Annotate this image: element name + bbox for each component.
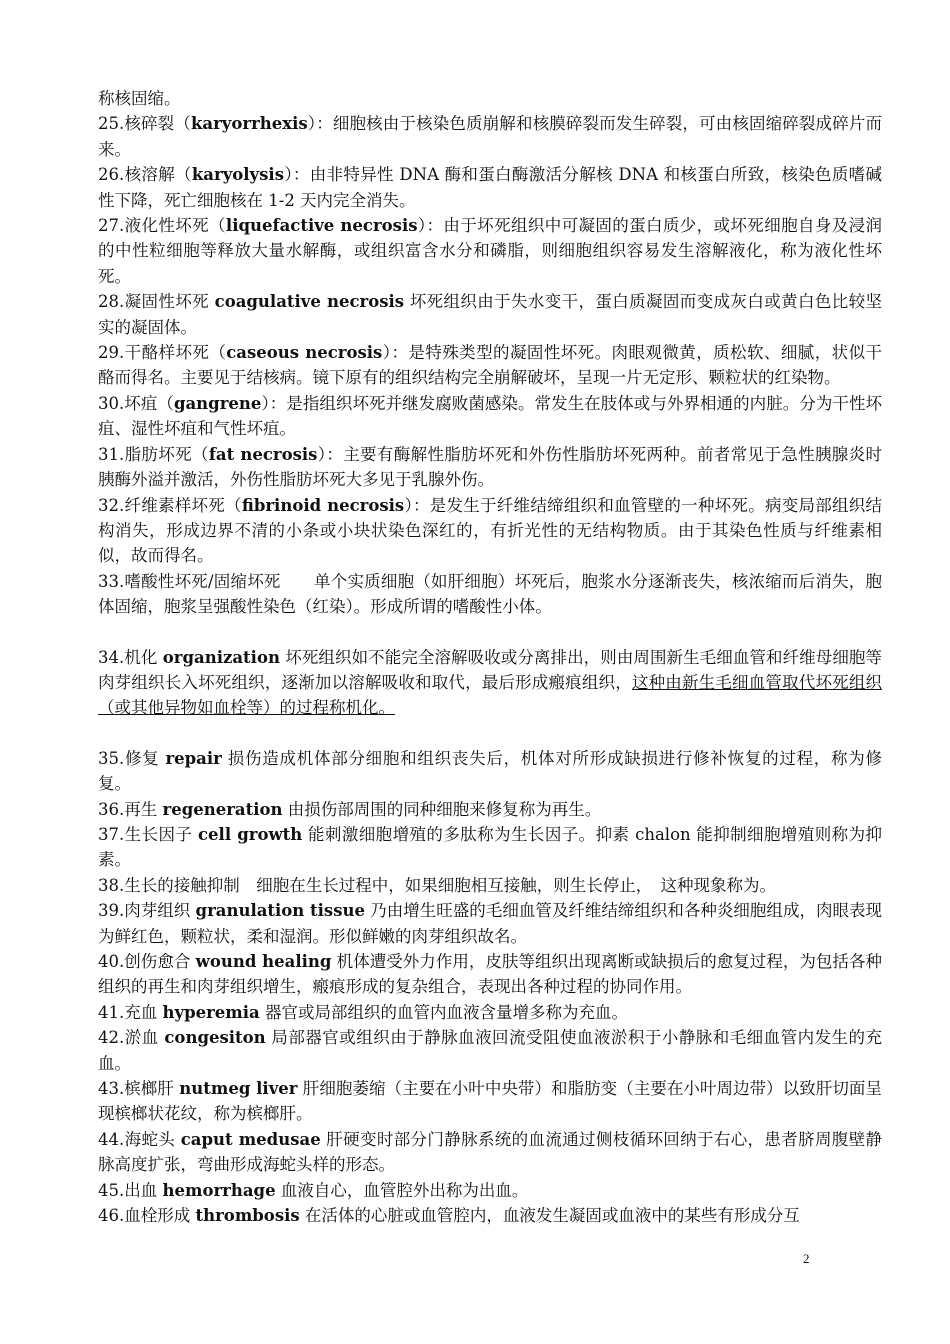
- glossary-entry: [98, 86, 882, 111]
- entry-lead: 38.生长的接触抑制 细胞在生长过程中，如果细胞相互接触，则生长停止， 这种现象称为。: [98, 875, 776, 895]
- entry-lead: 39.肉芽组织: [98, 901, 196, 921]
- glossary-entry: [98, 493, 882, 569]
- glossary-entry: [98, 442, 882, 493]
- entry-definition: 坏死组织由于失水变干，蛋白质凝固而变成灰白或黄白色比较坚实的凝固体。: [98, 292, 882, 337]
- entry-definition: ）：由非特异性 DNA 酶和蛋白酶激活分解核 DNA 和核蛋白所致，核染色质嗜碱性下降，死亡细胞核在 1-2 天内完全消失。: [98, 165, 882, 210]
- entry-lead: 37.生长因子: [98, 824, 198, 844]
- entry-lead: 45.出血: [98, 1180, 163, 1200]
- entry-lead: 25.核碎裂（: [98, 114, 191, 134]
- entry-definition: 血液自心，血管腔外出称为出血。: [275, 1180, 529, 1200]
- glossary-entry: [98, 340, 882, 391]
- entry-definition: 局部器官或组织由于静脉血液回流受阻使血液淤积于小静脉和毛细血管内发生的充血。: [98, 1028, 882, 1073]
- entry-lead: 43.槟榔肝: [98, 1079, 180, 1099]
- entry-lead: 36.再生: [98, 799, 163, 819]
- glossary-entry: [98, 162, 882, 213]
- english-term: gangrene: [173, 393, 262, 413]
- glossary-entry: [98, 873, 882, 898]
- english-term: caseous necrosis: [226, 343, 383, 363]
- entry-definition: 器官或局部组织的血管内血液含量增多称为充血。: [259, 1002, 628, 1022]
- glossary-text: [98, 86, 882, 1228]
- entry-lead: 34.机化: [98, 647, 163, 667]
- english-term: coagulative necrosis: [214, 292, 405, 312]
- english-term: karyorrhexis: [190, 114, 308, 134]
- entry-definition: ）：是特殊类型的凝固性坏死。肉眼观微黄，质松软、细腻，状似干酪而得名。主要见于结核病。镜下原有的组织结构完全崩解破坏，呈现一片无定形、颗粒状的红染物。: [98, 343, 882, 388]
- entry-lead: 27.液化性坏死（: [98, 216, 226, 236]
- glossary-entry: [98, 1203, 882, 1228]
- entry-definition: 由损伤部周围的同种细胞来修复称为再生。: [282, 799, 602, 819]
- underlined-sentence: 这种由新生毛细血管取代坏死组织（或其他异物如血栓等）的过程称机化。: [98, 672, 883, 718]
- entry-lead: 40.创伤愈合: [98, 952, 196, 971]
- entry-lead: 42.淤血: [98, 1028, 165, 1048]
- glossary-entry: [98, 949, 882, 1000]
- entry-definition: ）：是发生于纤维结缔组织和血管壁的一种坏死。病变局部组织结构消失，形成边界不清的小条或小块状染色深红的，有折光性的无结构物质。由于其染色性质与纤维素相似，故而得名。: [98, 495, 883, 566]
- entry-definition: 损伤造成机体部分细胞和组织丧失后，机体对所形成缺损进行修补恢复的过程，称为修复。: [98, 748, 882, 794]
- glossary-entry: [98, 391, 882, 442]
- entry-lead: 30.坏疽（: [98, 393, 174, 413]
- glossary-entry: [98, 289, 882, 340]
- english-term: granulation tissue: [195, 901, 366, 921]
- entry-definition: ）：是指组织坏死并继发腐败菌感染。常发生在肢体或与外界相通的内脏。分为干性坏疽、湿性坏疽和气性坏疽。: [98, 393, 882, 439]
- english-term: regeneration: [162, 799, 283, 819]
- entry-lead: 41.充血: [98, 1002, 163, 1022]
- glossary-entry: [98, 1000, 882, 1025]
- entry-lead: 46.血栓形成: [98, 1206, 196, 1226]
- english-term: organization: [162, 647, 280, 667]
- glossary-entry: [98, 1076, 882, 1127]
- entry-definition: ）：细胞核由于核染色质崩解和核膜碎裂而发生碎裂，可由核固缩碎裂成碎片而来。: [98, 114, 882, 159]
- entry-definition: 在活体的心脏或血管腔内，血液发生凝固或血液中的某些有形成分互: [299, 1206, 800, 1226]
- glossary-entry: [98, 822, 882, 873]
- english-term: congesiton: [164, 1028, 266, 1048]
- glossary-entry: [98, 213, 882, 289]
- english-term: fibrinoid necrosis: [241, 495, 405, 515]
- english-term: fat necrosis: [208, 444, 318, 464]
- entry-definition: ）：主要有酶解性脂肪坏死和外伤性脂肪坏死两种。前者常见于急性胰腺炎时胰酶外溢并激活，外伤性脂肪坏死大多见于乳腺外伤。: [98, 444, 882, 490]
- entry-lead: 称核固缩。: [98, 89, 181, 108]
- english-term: karyolysis: [191, 165, 284, 185]
- glossary-entry: [98, 898, 882, 949]
- glossary-entry: [98, 1127, 882, 1178]
- entry-lead: 35.修复: [98, 748, 166, 768]
- glossary-entry: [98, 1178, 882, 1203]
- english-term: cell growth: [198, 824, 303, 844]
- entry-definition: 乃由增生旺盛的毛细血管及纤维结缔组织和各种炎细胞组成，肉眼表现为鲜红色，颗粒状，柔和湿润。形似鲜嫩的肉芽组织故名。: [98, 901, 882, 946]
- english-term: liquefactive necrosis: [225, 216, 418, 236]
- glossary-entry: [98, 569, 882, 620]
- entry-definition: 肝细胞萎缩（主要在小叶中央带）和脂肪变（主要在小叶周边带）以致肝切面呈现槟榔状花纹，称为槟榔肝。: [98, 1079, 882, 1124]
- entry-lead: 31.脂肪坏死（: [98, 444, 209, 464]
- glossary-entry: [98, 645, 882, 721]
- glossary-entry: [98, 746, 882, 797]
- entry-lead: 44.海蛇头: [98, 1129, 181, 1149]
- english-term: repair: [165, 748, 222, 768]
- entry-definition: 机体遭受外力作用，皮肤等组织出现离断或缺损后的愈复过程，为包括各种组织的再生和肉芽组织增生，瘢痕形成的复杂组合，表现出各种过程的协同作用。: [98, 952, 882, 997]
- page-number: 2: [803, 1251, 810, 1266]
- english-term: wound healing: [195, 952, 332, 971]
- entry-lead: 33.嗜酸性坏死/固缩坏死 单个实质细胞（如肝细胞）坏死后，胞浆水分逐渐丧失，核浓缩而后消失，胞体固缩，胞浆呈强酸性染色（红染）。形成所谓的嗜酸性小体。: [98, 571, 882, 617]
- glossary-entry: [98, 797, 882, 822]
- glossary-entry: [98, 111, 882, 162]
- entry-definition: 肝硬变时部分门静脉系统的血流通过侧枝循环回纳于右心，患者脐周腹壁静脉高度扩张，弯曲形成海蛇头样的形态。: [98, 1129, 882, 1175]
- entry-lead: 32.纤维素样坏死（: [98, 495, 242, 515]
- entry-definition: ）：由于坏死组织中可凝固的蛋白质少，或坏死细胞自身及浸润的中性粒细胞等释放大量水解酶，或组织富含水分和磷脂，则细胞组织容易发生溶解液化，称为液化性坏死。: [98, 216, 882, 286]
- entry-definition: 能刺激细胞增殖的多肽称为生长因子。抑素 chalon 能抑制细胞增殖则称为抑素。: [98, 824, 882, 870]
- english-term: hemorrhage: [162, 1180, 276, 1200]
- entry-lead: 28.凝固性坏死: [98, 292, 215, 312]
- english-term: thrombosis: [195, 1206, 300, 1226]
- english-term: nutmeg liver: [179, 1079, 298, 1099]
- entry-lead: 26.核溶解（: [98, 165, 192, 185]
- english-term: hyperemia: [162, 1002, 260, 1022]
- entry-definition: 坏死组织如不能完全溶解吸收或分离排出，则由周围新生毛细血管和纤维母细胞等肉芽组织长入坏死组织，逐渐加以溶解吸收和取代，最后形成瘢痕组织，: [98, 647, 882, 692]
- entry-lead: 29.干酪样坏死（: [98, 343, 227, 363]
- english-term: caput medusae: [180, 1129, 321, 1149]
- glossary-entry: [98, 1025, 882, 1076]
